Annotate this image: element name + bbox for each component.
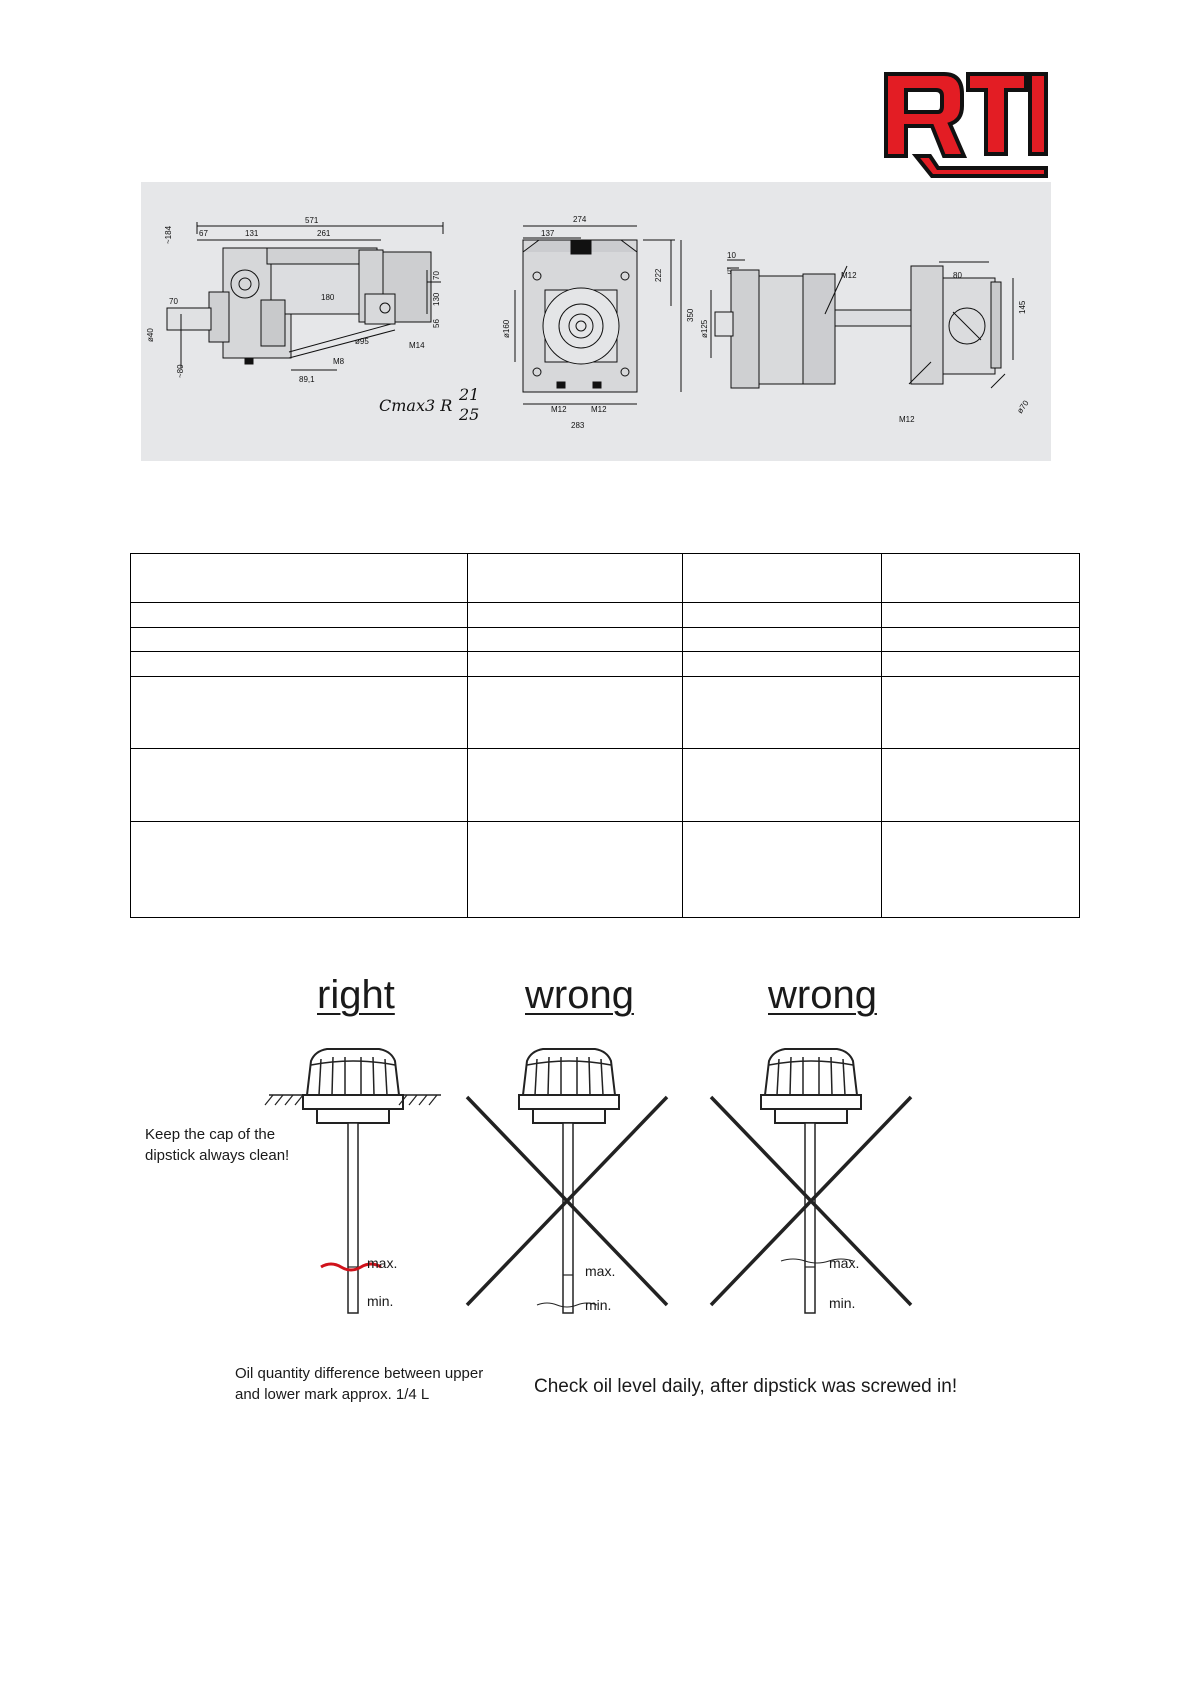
table-cell: [882, 554, 1080, 603]
min-label-wrong-second: min.: [829, 1295, 856, 1311]
table-cell: [131, 554, 468, 603]
svg-text:56: 56: [432, 319, 441, 328]
cap-clean-note: Keep the cap of the dipstick always clean!: [145, 1126, 290, 1164]
svg-text:80: 80: [953, 271, 962, 280]
table-cell: [468, 749, 683, 822]
svg-text:67: 67: [199, 229, 208, 238]
svg-text:5: 5: [727, 267, 732, 276]
svg-text:ø160: ø160: [502, 319, 511, 338]
dipstick-illustration: [141, 963, 1051, 1403]
max-label-wrong-first: max.: [585, 1263, 616, 1279]
heading-wrong-first: wrong: [525, 973, 634, 1017]
table-cell: [882, 676, 1080, 749]
table-cell: [468, 676, 683, 749]
technical-drawing-panel: [141, 182, 1051, 461]
svg-text:283: 283: [571, 421, 585, 430]
table-cell: [468, 821, 683, 917]
model-variant-bottom: 25: [459, 405, 480, 424]
svg-text:274: 274: [573, 215, 587, 224]
svg-text:222: 222: [654, 268, 663, 282]
svg-text:M12: M12: [591, 405, 607, 414]
max-label-right: max.: [367, 1255, 398, 1271]
dipstick-instruction-figure: [141, 963, 1051, 1403]
table-cell: [468, 652, 683, 677]
max-label-wrong-second: max.: [829, 1255, 860, 1271]
check-oil-daily-note: Check oil level daily, after dipstick was screwed in!: [534, 1376, 958, 1397]
table-cell: [683, 749, 882, 822]
table-cell: [131, 749, 468, 822]
svg-text:M14: M14: [409, 341, 425, 350]
svg-text:261: 261: [317, 229, 331, 238]
table-cell: [683, 652, 882, 677]
table-cell: [468, 554, 683, 603]
svg-text:ø70: ø70: [1015, 398, 1031, 416]
svg-text:89,1: 89,1: [299, 375, 315, 384]
model-label: Cmax3 R: [379, 396, 453, 415]
table-row: [131, 749, 1080, 822]
table-cell: [882, 821, 1080, 917]
svg-text:145: 145: [1018, 300, 1027, 314]
table-cell: [468, 627, 683, 652]
table-cell: [131, 821, 468, 917]
table-cell: [683, 554, 882, 603]
svg-text:70: 70: [432, 271, 441, 280]
min-label-wrong-first: min.: [585, 1297, 612, 1313]
svg-text:571: 571: [305, 216, 319, 225]
specification-table: [130, 553, 1080, 918]
svg-text:~184: ~184: [164, 225, 173, 244]
min-label-right: min.: [367, 1293, 394, 1309]
table-row: [131, 603, 1080, 628]
table-row: [131, 676, 1080, 749]
table-cell: [683, 676, 882, 749]
svg-text:~80: ~80: [176, 364, 185, 378]
table-cell: [882, 627, 1080, 652]
rti-logo: [880, 68, 1050, 182]
model-variant-top: 21: [459, 385, 480, 404]
table-cell: [468, 603, 683, 628]
table-row: [131, 627, 1080, 652]
svg-text:131: 131: [245, 229, 259, 238]
svg-text:137: 137: [541, 229, 555, 238]
table-cell: [131, 652, 468, 677]
gearbox-dimension-drawing: [141, 182, 1051, 461]
table-cell: [683, 627, 882, 652]
svg-text:M12: M12: [841, 271, 857, 280]
svg-text:350: 350: [686, 308, 695, 322]
oil-quantity-note: Oil quantity difference between upper and lower mark approx. 1/4 L: [235, 1365, 484, 1403]
table-cell: [683, 821, 882, 917]
table-cell: [882, 603, 1080, 628]
svg-text:M12: M12: [899, 415, 915, 424]
svg-text:70: 70: [169, 297, 178, 306]
heading-wrong-second: wrong: [768, 973, 877, 1017]
table-cell: [882, 652, 1080, 677]
svg-text:ø95: ø95: [355, 337, 369, 346]
table-row: [131, 821, 1080, 917]
table-cell: [882, 749, 1080, 822]
svg-text:130: 130: [432, 292, 441, 306]
svg-text:M8: M8: [333, 357, 345, 366]
table-cell: [131, 603, 468, 628]
svg-text:ø40: ø40: [146, 328, 155, 342]
table-row: [131, 652, 1080, 677]
svg-text:180: 180: [321, 293, 335, 302]
table-cell: [131, 627, 468, 652]
svg-text:ø125: ø125: [700, 319, 709, 338]
table-cell: [683, 603, 882, 628]
heading-right: right: [317, 973, 395, 1017]
svg-text:M12: M12: [551, 405, 567, 414]
table-row: [131, 554, 1080, 603]
svg-text:10: 10: [727, 251, 736, 260]
table-cell: [131, 676, 468, 749]
